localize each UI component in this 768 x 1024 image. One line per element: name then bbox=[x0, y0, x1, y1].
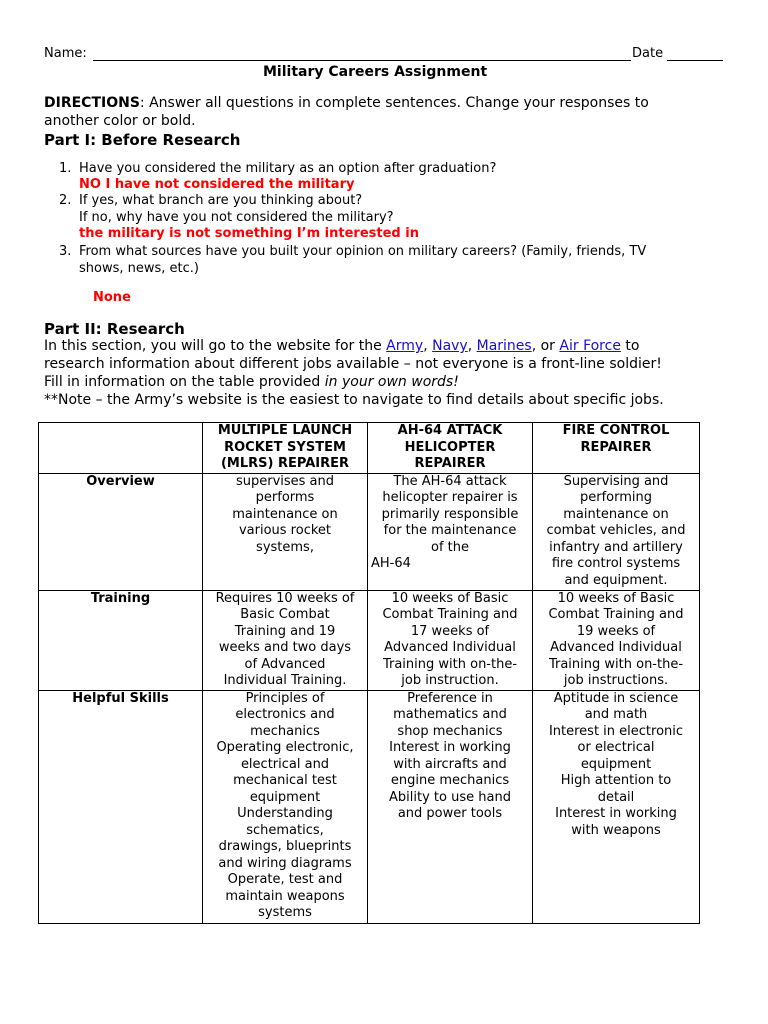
cell-line: Advanced Individual bbox=[384, 640, 516, 655]
cell-line: Basic Combat bbox=[240, 607, 330, 622]
header-mlrs-repairer bbox=[203, 423, 368, 474]
cell-line: for the maintenance bbox=[383, 523, 517, 538]
cell-line: of Advanced bbox=[244, 656, 326, 672]
marines-link[interactable]: Marines bbox=[476, 338, 532, 354]
header-line: REPAIRER bbox=[580, 439, 652, 455]
cell-line: systems bbox=[258, 905, 312, 920]
cell-line: Understanding bbox=[237, 806, 333, 821]
cell-line: mechanics bbox=[250, 723, 320, 739]
header-line: ROCKET SYSTEM bbox=[224, 439, 346, 455]
header-ah64-repairer bbox=[368, 423, 533, 474]
cell-line: Combat Training and bbox=[548, 607, 684, 622]
cell-line: combat vehicles, and bbox=[546, 523, 686, 538]
skills-fire-control-cell[interactable] bbox=[533, 690, 700, 923]
page-title: Military Careers Assignment bbox=[263, 64, 488, 80]
q2-question-line1: If yes, what branch are you thinking about? bbox=[79, 193, 363, 208]
part2-heading: Part II: Research bbox=[44, 320, 185, 338]
cell-line: mathematics and bbox=[393, 707, 507, 722]
directions-line1 bbox=[44, 95, 649, 111]
directions-line2: another color or bold. bbox=[44, 113, 196, 129]
header-line: HELICOPTER bbox=[404, 439, 496, 455]
cell-line: The AH-64 attack bbox=[393, 473, 507, 489]
overview-ah64-cell[interactable] bbox=[368, 473, 533, 590]
row-label-training: Training bbox=[39, 590, 203, 690]
cell-line: electronics and bbox=[235, 707, 335, 722]
part2-intro-end: to bbox=[620, 338, 640, 354]
cell-line: supervises and bbox=[235, 473, 335, 489]
cell-line: maintain weapons bbox=[225, 888, 345, 904]
row-label-overview: Overview bbox=[39, 473, 203, 590]
cell-line: Advanced Individual bbox=[550, 640, 682, 655]
army-link[interactable]: Army bbox=[386, 338, 424, 354]
cell-line: systems, bbox=[256, 539, 314, 555]
sep-3: , or bbox=[531, 338, 560, 354]
research-table bbox=[38, 422, 700, 924]
cell-line: helicopter repairer is bbox=[382, 490, 518, 505]
cell-line: job instructions. bbox=[563, 673, 669, 688]
part2-note: **Note – the Army’s website is the easiest to navigate to find details about specific jobs. bbox=[44, 392, 664, 408]
part2-para-line3 bbox=[44, 374, 459, 390]
cell-line: Training and 19 bbox=[234, 623, 336, 639]
overview-fire-control-cell[interactable] bbox=[533, 473, 700, 590]
cell-line: detail bbox=[597, 789, 635, 805]
q3-number: 3. bbox=[59, 244, 72, 259]
cell-line: and math bbox=[584, 707, 648, 722]
cell-line: or electrical bbox=[577, 740, 655, 755]
cell-line: Individual Training. bbox=[223, 673, 347, 688]
air-force-link[interactable]: Air Force bbox=[559, 338, 621, 354]
part2-intro-text: In this section, you will go to the website for the bbox=[44, 338, 387, 354]
cell-line: Aptitude in science bbox=[553, 690, 679, 706]
header-fire-control-repairer bbox=[533, 423, 700, 474]
part2-para-line2: research information about different jobs available – not everyone is a front-line soldier! bbox=[44, 356, 662, 372]
cell-line: primarily responsible bbox=[381, 506, 519, 522]
cell-line: infantry and artillery bbox=[549, 539, 683, 555]
table-row-training bbox=[39, 590, 700, 690]
cell-line: Supervising and bbox=[563, 473, 669, 489]
name-field[interactable] bbox=[93, 60, 631, 61]
cell-line: Combat Training and bbox=[382, 607, 518, 622]
cell-line: Interest in working bbox=[389, 740, 511, 755]
cell-line: AH-64 bbox=[371, 556, 411, 571]
skills-ah64-cell[interactable] bbox=[368, 690, 533, 923]
cell-line: engine mechanics bbox=[390, 773, 510, 788]
header-line: AH-64 ATTACK bbox=[397, 423, 503, 438]
cell-line: Ability to use hand bbox=[389, 789, 511, 805]
date-label: Date bbox=[632, 46, 664, 61]
cell-line: fire control systems bbox=[551, 556, 681, 571]
training-mlrs-cell[interactable] bbox=[203, 590, 368, 690]
cell-line: equipment bbox=[580, 756, 652, 772]
directions-text: : Answer all questions in complete sentences. Change your responses to bbox=[139, 95, 649, 111]
cell-line: shop mechanics bbox=[397, 723, 503, 739]
cell-line: High attention to bbox=[560, 773, 672, 788]
cell-line: of the bbox=[431, 539, 469, 555]
cell-line: 17 weeks of bbox=[410, 623, 490, 639]
cell-line: job instruction. bbox=[401, 673, 499, 688]
header-line: MULTIPLE LAUNCH bbox=[217, 423, 353, 438]
cell-line: various rocket bbox=[238, 523, 332, 538]
cell-line: electrical and bbox=[240, 756, 330, 772]
cell-line: 10 weeks of Basic bbox=[557, 590, 675, 606]
date-field[interactable] bbox=[667, 60, 723, 61]
cell-line: 19 weeks of bbox=[576, 623, 656, 639]
training-ah64-cell[interactable] bbox=[368, 590, 533, 690]
cell-line: schematics, bbox=[246, 822, 324, 838]
directions-label: DIRECTIONS bbox=[44, 95, 140, 111]
header-line: REPAIRER bbox=[414, 456, 486, 471]
cell-line: drawings, blueprints bbox=[218, 839, 352, 854]
part1-heading: Part I: Before Research bbox=[44, 131, 241, 149]
cell-line: and equipment. bbox=[564, 572, 668, 588]
cell-line: 10 weeks of Basic bbox=[391, 590, 509, 606]
part2-para-line3-italic: in your own words! bbox=[324, 374, 459, 390]
training-fire-control-cell[interactable] bbox=[533, 590, 700, 690]
cell-line: performing bbox=[579, 490, 652, 505]
cell-line: Preference in bbox=[407, 690, 493, 706]
cell-line: weeks and two days bbox=[218, 640, 352, 655]
table-row-helpful-skills bbox=[39, 690, 700, 923]
cell-line: Interest in electronic bbox=[548, 723, 684, 739]
q3-answer[interactable]: None bbox=[93, 290, 131, 305]
cell-line: Training with on-the- bbox=[548, 656, 684, 672]
row-label-helpful-skills: Helpful Skills bbox=[39, 690, 203, 923]
header-line: FIRE CONTROL bbox=[562, 423, 670, 438]
q2-answer[interactable]: the military is not something I’m interested in bbox=[79, 226, 419, 241]
cell-line: and power tools bbox=[397, 806, 503, 821]
overview-mlrs-cell[interactable] bbox=[203, 473, 368, 590]
table-row-overview bbox=[39, 473, 700, 590]
header-empty-cell bbox=[39, 423, 203, 474]
cell-line: Principles of bbox=[245, 690, 325, 706]
q1-question: Have you considered the military as an option after graduation? bbox=[79, 161, 497, 176]
cell-line: maintenance on bbox=[563, 506, 669, 522]
q2-question-line2: If no, why have you not considered the military? bbox=[79, 210, 394, 225]
sep-2: , bbox=[467, 338, 477, 354]
navy-link[interactable]: Navy bbox=[432, 338, 468, 354]
cell-line: Requires 10 weeks of bbox=[215, 590, 355, 606]
q3-question-line2: shows, news, etc.) bbox=[79, 261, 199, 276]
part2-para-line1 bbox=[44, 338, 639, 354]
cell-line: with aircrafts and bbox=[393, 756, 507, 772]
skills-mlrs-cell[interactable] bbox=[203, 690, 368, 923]
cell-line: performs bbox=[255, 490, 315, 505]
cell-line: Training with on-the- bbox=[382, 656, 518, 672]
cell-line: with weapons bbox=[571, 822, 661, 838]
name-label: Name: bbox=[44, 46, 87, 61]
cell-line: mechanical test bbox=[233, 773, 337, 788]
q1-number: 1. bbox=[59, 161, 72, 176]
cell-line: and wiring diagrams bbox=[218, 855, 352, 871]
cell-line: equipment bbox=[249, 789, 321, 805]
sep-1: , bbox=[423, 338, 433, 354]
cell-line: maintenance on bbox=[232, 506, 338, 522]
cell-line: Interest in working bbox=[555, 806, 677, 821]
part2-para-line3-text: Fill in information on the table provided bbox=[44, 374, 325, 390]
header-line: (MLRS) REPAIRER bbox=[220, 456, 350, 471]
q2-number: 2. bbox=[59, 193, 72, 208]
cell-line: Operate, test and bbox=[227, 872, 343, 887]
table-header-row bbox=[39, 423, 700, 474]
q1-answer[interactable]: NO I have not considered the military bbox=[79, 177, 355, 192]
q3-question-line1: From what sources have you built your opinion on military careers? (Family, friends, TV bbox=[79, 244, 647, 259]
cell-line: Operating electronic, bbox=[216, 740, 354, 755]
